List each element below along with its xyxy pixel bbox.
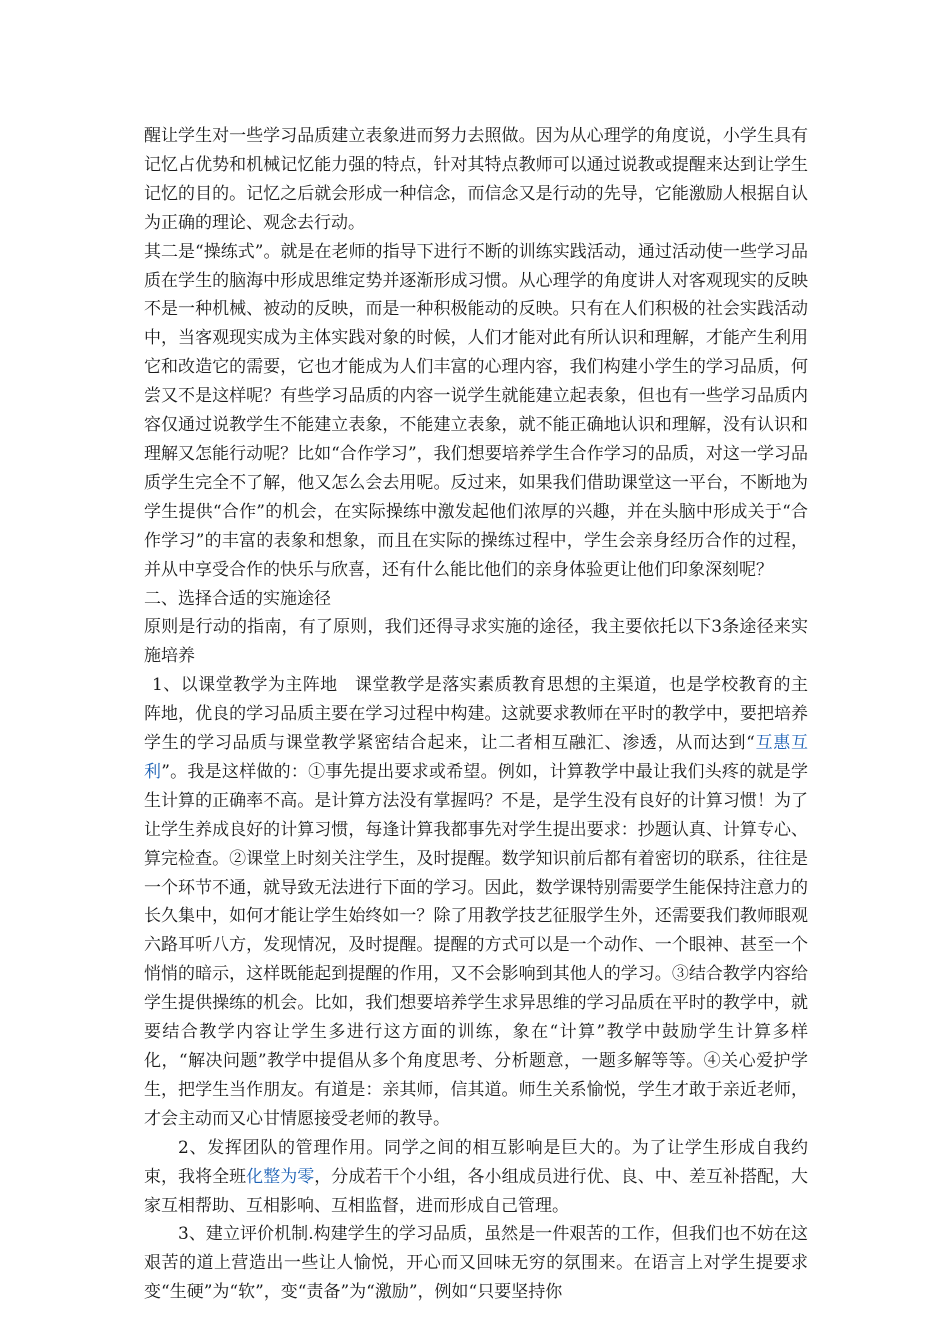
paragraph-classroom-text-b: ”。我是这样做的：①事先提出要求或希望。例如，计算教学中最让我们头疼的就是学生计算的正确率不高。是计算方法没有掌握吗？不是，是学生没有良好的计算习惯！为了让学生养成良好的计算习惯，每逢计算我都事先对学生提出要求：抄题认真、计算专心、算完检查。②课堂上时刻关注学生，及时提醒。数学知识前后都有着密切的联系，往往是一个环节不通，就导致无法进行下面的学习。因此，数学课特别需要学生能保持注意力的长久集中，如何才能让学生始终如一？除了用教学技艺征服学生外，还需要我们教师眼观六路耳听八方，发现情况，及时提醒。提醒的方式可以是一个动作、一个眼神、甚至一个悄悄的暗示，这样既能起到提醒的作用，又不会影响到其他人的学习。③结合教学内容给学生提供操练的机会。比如，我们想要培养学生求异思维的学习品质在平时的教学中，就要结合教学内容让学生多进行这方面的训练，象在“计算”教学中鼓励学生计算多样化，“解决问题”教学中提倡从多个角度思考、分析题意，一题多解等等。④关心爱护学生，把学生当作朋友。有道是：亲其师，信其道。师生关系愉悦，学生才敢于亲近老师，才会主动而又心甘情愿接受老师的教导。: [144, 761, 808, 1129]
link-huazheng-weiling[interactable]: 化整为零: [246, 1166, 315, 1187]
paragraph-team-text-b: ，分成若干个小组，各小组成员进行优、良、中、差互补搭配，大家互相帮助、互相影响、互相监督，进而形成自己管理。: [144, 1166, 809, 1216]
paragraph-practice: 其二是“操练式”。就是在老师的指导下进行不断的训练实践活动，通过活动使一些学习品质在学生的脑海中形成思维定势并逐渐形成习惯。从心理学的角度讲人对客观现实的反映不是一种机械、被动的反映，而是一种积极能动的反映。只有在人们积极的社会实践活动中，当客观现实成为主体实践对象的时候，人们才能对此有所认识和理解，才能产生利用它和改造它的需要，它也才能成为人们丰富的心理内容，我们构建小学生的学习品质，何尝又不是这样呢？有些学习品质的内容一说学生就能建立起表象，但也有一些学习品质内容仅通过说教学生不能建立表象，不能建立表象，就不能正确地认识和理解，没有认识和理解又怎能行动呢？比如“合作学习”，我们想要培养学生合作学习的品质，对这一学习品质学生完全不了解，他又怎么会去用呢。反过来，如果我们借助课堂这一平台，不断地为学生提供“合作”的机会，在实际操练中激发起他们浓厚的兴趣，并在头脑中形成关于“合作学习”的丰富的表象和想象，而且在实际的操练过程中，学生会亲身经历合作的过程，并从中享受合作的快乐与欣喜，还有什么能比他们的亲身体验更让他们印象深刻呢？: [144, 241, 808, 580]
section-heading-2: 二、选择合适的实施途径: [144, 588, 331, 609]
paragraph-memory: 醒让学生对一些学习品质建立表象进而努力去照做。因为从心理学的角度说，小学生具有记忆占优势和机械记忆能力强的特点，针对其特点教师可以通过说教或提醒来达到让学生记忆的目的。记忆之后就会形成一种信念，而信念又是行动的先导，它能激励人根据自认为正确的理论、观念去行动。: [144, 126, 808, 233]
paragraph-evaluation: 3、建立评价机制.构建学生的学习品质，虽然是一件艰苦的工作，但我们也不妨在这艰苦的道上营造出一些让人愉悦，开心而又回味无穷的氛围来。在语言上对学生提要求变“生硬”为“软”，变“责备”为“激励”，例如“只要坚持你: [144, 1224, 808, 1303]
paragraph-classroom-text-a: 1、以课堂教学为主阵地 课堂教学是落实素质教育思想的主渠道，也是学校教育的主阵地，优良的学习品质主要在学习过程中构建。这就要求教师在平时的教学中，要把培养学生的学习品质与课堂教学紧密结合起来，让二者相互融汇、渗透，从而达到“: [144, 675, 808, 754]
paragraph-classroom: [144, 671, 808, 1134]
paragraph-team: [144, 1134, 808, 1221]
paragraph-principle: 原则是行动的指南，有了原则，我们还得寻求实施的途径，我主要依托以下3条途径来实施培养: [144, 617, 808, 667]
link-huhui-huli[interactable]: 互惠互利: [144, 733, 808, 782]
document-body: [144, 122, 808, 1307]
paragraph-team-text-a: 2、发挥团队的管理作用。同学之间的相互影响是巨大的。为了让学生形成自我约束，我将全班: [144, 1137, 808, 1187]
